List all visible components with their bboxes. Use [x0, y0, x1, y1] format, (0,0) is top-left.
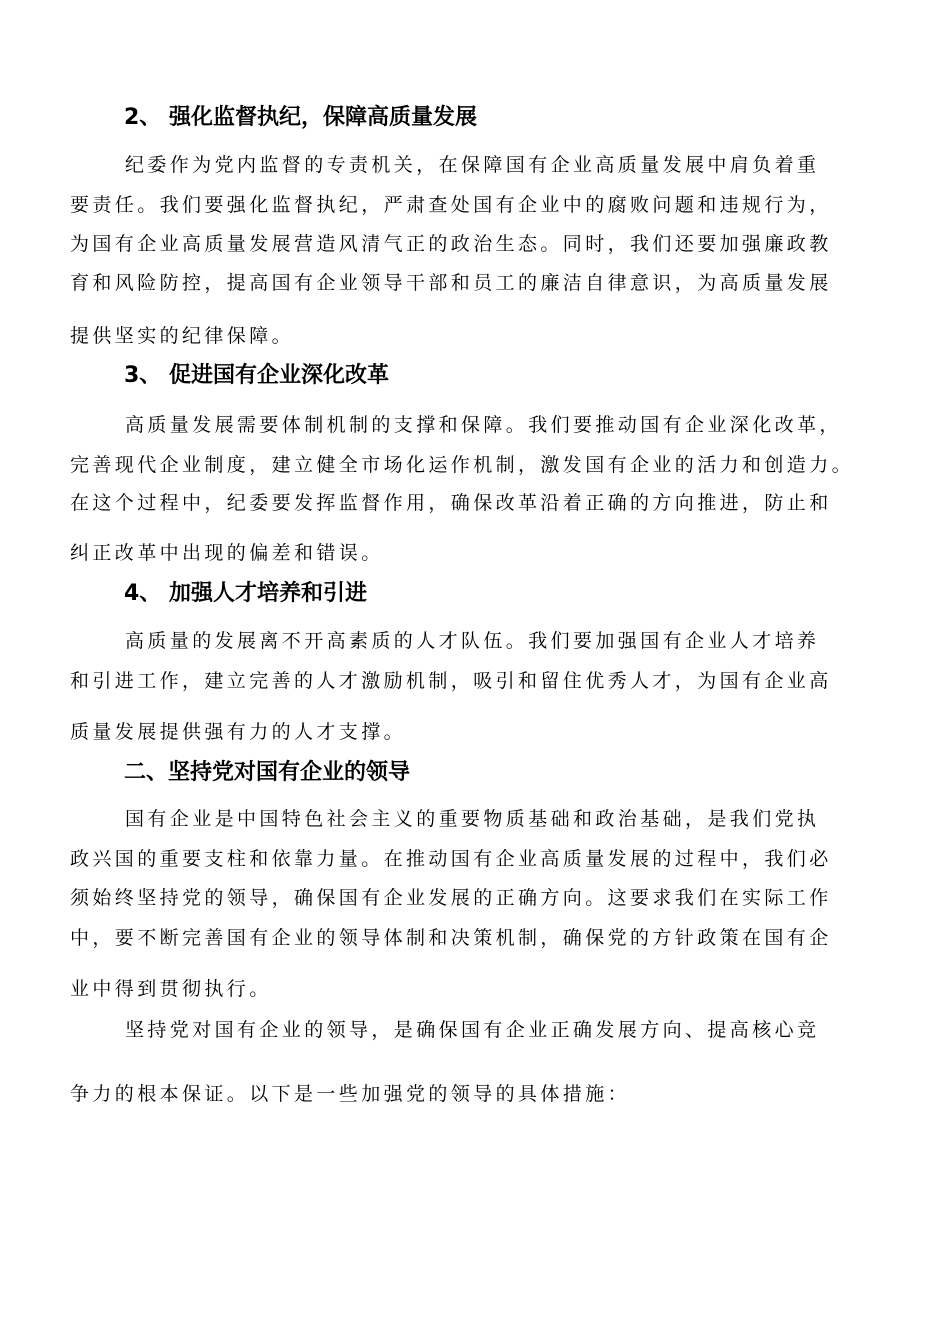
section-heading-2: 2、 强化监督执纪，保障高质量发展: [124, 105, 477, 130]
paragraph-line: 业中得到贯彻执行。: [70, 978, 272, 1000]
paragraph-line: 高质量的发展离不开高素质的人才队伍。我们要加强国有企业人才培养: [125, 630, 820, 652]
section-heading-3: 3、 促进国有企业深化改革: [124, 363, 389, 388]
paragraph-line: 完善现代企业制度，建立健全市场化运作机制，激发国有企业的活力和创造力。: [70, 454, 855, 476]
paragraph-line: 高质量发展需要体制机制的支撑和保障。我们要推动国有企业深化改革，: [125, 414, 842, 436]
paragraph-line: 坚持党对国有企业的领导，是确保国有企业正确发展方向、提高核心竞: [125, 1019, 820, 1041]
paragraph-line: 政兴国的重要支柱和依靠力量。在推动国有企业高质量发展的过程中，我们必: [70, 848, 832, 870]
paragraph-line: 质量发展提供强有力的人才支撑。: [70, 721, 407, 743]
paragraph-line: 育和风险防控，提高国有企业领导干部和员工的廉洁自律意识，为高质量发展: [70, 272, 832, 294]
paragraph-line: 提供坚实的纪律保障。: [70, 325, 295, 347]
paragraph-line: 纪委作为党内监督的专责机关，在保障国有企业高质量发展中肩负着重: [125, 154, 820, 176]
paragraph-line: 争力的根本保证。以下是一些加强党的领导的具体措施：: [70, 1083, 631, 1105]
paragraph-line: 和引进工作，建立完善的人才激励机制，吸引和留住优秀人才，为国有企业高: [70, 670, 832, 692]
paragraph-line: 纠正改革中出现的偏差和错误。: [70, 542, 384, 564]
paragraph-line: 中，要不断完善国有企业的领导体制和决策机制，确保党的方针政策在国有企: [70, 927, 832, 949]
paragraph-line: 国有企业是中国特色社会主义的重要物质基础和政治基础，是我们党执: [125, 808, 820, 830]
paragraph-line: 在这个过程中，纪委要发挥监督作用，确保改革沿着正确的方向推进，防止和: [70, 492, 832, 514]
paragraph-line: 为国有企业高质量发展营造风清气正的政治生态。同时，我们还要加强廉政教: [70, 233, 832, 255]
section-heading-er: 二、坚持党对国有企业的领导: [124, 760, 411, 785]
paragraph-line: 要责任。我们要强化监督执纪，严肃查处国有企业中的腐败问题和违规行为，: [70, 194, 832, 216]
paragraph-line: 须始终坚持党的领导，确保国有企业发展的正确方向。这要求我们在实际工作: [70, 887, 832, 909]
section-heading-4: 4、 加强人才培养和引进: [124, 581, 367, 606]
